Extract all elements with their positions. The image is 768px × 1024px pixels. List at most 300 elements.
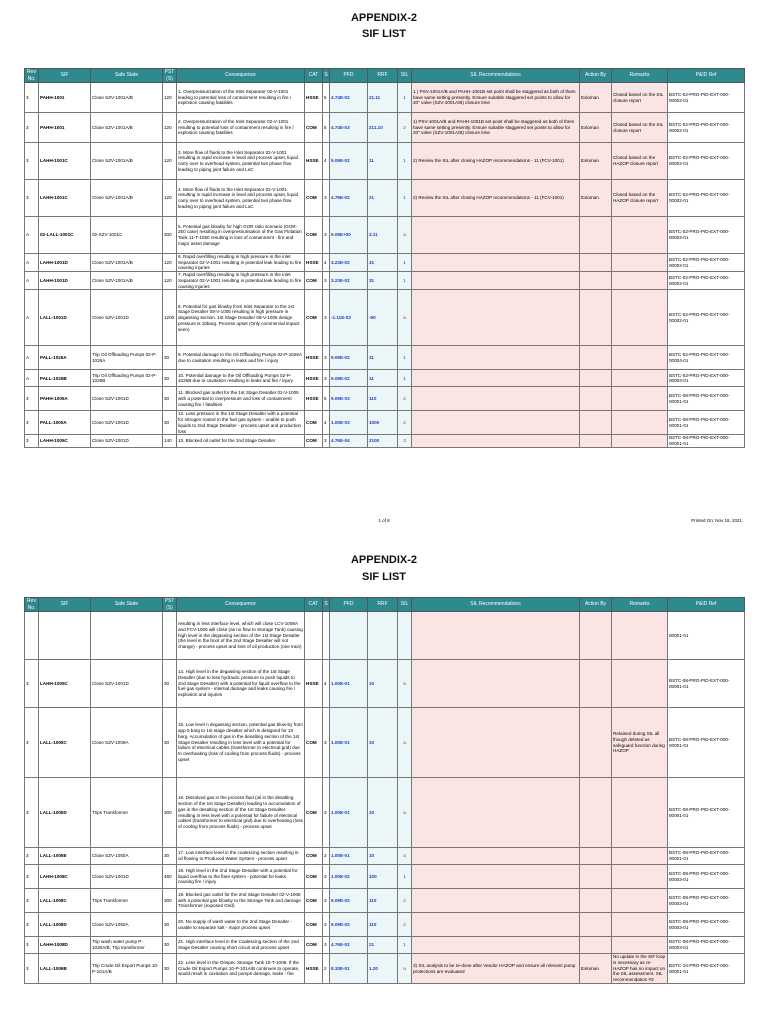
cell-cons: 22. Less level in the Onspec Storage Tank 10-T-1009. If the Crude Oil Export Pumps 10-P-101A/B continues to operate, would result in cavitation and pumps damage, leaks - fire — [177, 954, 305, 984]
cell-pid: BSTC-08-PRO-PID-EXT-000-00003-01 — [668, 937, 745, 954]
cell-rev: A — [25, 370, 39, 387]
cell-cons: 11. Blocked gas outlet for the 1st Stage Desalter 02-V-1005 with a potential to overpressure and loss of containment causing fire / fatalities — [177, 387, 305, 411]
cell-pst: 460 — [163, 865, 177, 889]
table-row — [25, 913, 745, 937]
cell-rec — [412, 254, 580, 272]
table-row — [25, 954, 745, 984]
cell-cat — [305, 612, 323, 660]
cell-pid: BSTC-10-PRO-PID-EXT-000-00001-01 — [668, 954, 745, 984]
cell-rrf: 21 — [368, 180, 398, 217]
cell-rrf: 3.11 — [368, 217, 398, 254]
cell-pfd: 9.09E-02 — [330, 370, 368, 387]
cell-sif: LAHH-1008D — [39, 937, 91, 954]
cell-safe: Trips Transformer — [91, 889, 163, 913]
table-row — [25, 346, 745, 370]
cell-act — [580, 660, 612, 708]
cell-rec — [412, 435, 580, 447]
cell-pid: BSTC-08-PRO-PID-EXT-000-00001-01 — [668, 411, 745, 435]
cell-rem — [612, 660, 668, 708]
cell-pid: BSTC-02-PRO-PID-EXT-000-00002-01 — [668, 290, 745, 346]
cell-rem: Retained during SIL all though deleted as safeguard function during HAZOP — [612, 708, 668, 778]
cell-rrf: 21.11 — [368, 83, 398, 113]
cell-sif: PALL-1026B — [39, 370, 91, 387]
cell-rec — [412, 346, 580, 370]
cell-safe: Close SZV-1001A/B — [91, 272, 163, 290]
cell-act — [580, 387, 612, 411]
cell-sif: LAHH-1001D — [39, 272, 91, 290]
cell-rec — [412, 937, 580, 954]
cell-cat: COM — [305, 217, 323, 254]
cell-sil: a — [398, 290, 412, 346]
cell-pst: 300 — [163, 889, 177, 913]
cell-safe: Close SZV-1001D — [91, 290, 163, 346]
column-header: Remarks — [612, 69, 668, 83]
cell-pfd: 4.76E-02 — [330, 937, 368, 954]
cell-rrf: 1000 — [368, 411, 398, 435]
cell-sif: LAHH-1001D — [39, 254, 91, 272]
cell-pfd — [330, 612, 368, 660]
cell-pfd: 9.09E+00 — [330, 217, 368, 254]
cell-s: 3 — [323, 913, 330, 937]
sif-table-page2 — [24, 597, 745, 984]
cell-pfd: 9.09E-03 — [330, 387, 368, 411]
cell-sif: LALL-1008C — [39, 889, 91, 913]
cell-rem — [612, 387, 668, 411]
cell-pfd: 1.00E-01 — [330, 660, 368, 708]
cell-rec: 1 ) PSV-1001A/B and PAHH-1001B set point shall be staggered as both of them have same setting presently. Ensure suitable staggered set points to allow for 20" valve (SZV-1001A/B) closure time — [412, 83, 580, 113]
cell-cons: 19. Blocked gas outlet for the 2nd Stage Desalter 02-V-1008 with a potential gas blowby to the Storage Tank and damage Transformer (exposed Grid) — [177, 889, 305, 913]
cell-act: Exloman — [580, 143, 612, 180]
cell-cat: COM — [305, 865, 323, 889]
cell-act — [580, 865, 612, 889]
cell-pid: BSTC-08-PRO-PID-EXT-000-00001-01 — [668, 778, 745, 848]
cell-cat: COM — [305, 290, 323, 346]
cell-rrf — [368, 612, 398, 660]
cell-rev: 3 — [25, 660, 39, 708]
cell-pid: BSTC-08-PRO-PID-EXT-000-00001-01 — [668, 435, 745, 447]
cell-sif: 02-LALL-1001C — [39, 217, 91, 254]
cell-rev: 3 — [25, 113, 39, 143]
cell-pst: 30 — [163, 387, 177, 411]
cell-pst: 120 — [163, 143, 177, 180]
column-header: S — [323, 69, 330, 83]
cell-sil: 1 — [398, 937, 412, 954]
cell-cons: 1. Overpressurization of the Inlet Separator 02-V-1001 leading to potential loss of containment resulting in fire / explosion causing fatalities — [177, 83, 305, 113]
column-header: SIF — [39, 69, 91, 83]
cell-rec — [412, 865, 580, 889]
cell-s: 3 — [323, 778, 330, 848]
cell-act — [580, 848, 612, 865]
cell-sif: LAHH-1001C — [39, 143, 91, 180]
cell-cat: COM — [305, 708, 323, 778]
cell-rev: 3 — [25, 954, 39, 984]
cell-cons: 3. More flow of fluids to the Inlet Separator 02-V-1001 resulting in rapid increase in level and process upset, liquid carry over to overhead system, potential two phase flow leading to piping joint failure and LoC — [177, 143, 305, 180]
cell-rem — [612, 889, 668, 913]
cell-sil: 2 — [398, 113, 412, 143]
cell-pfd: 4.74E-03 — [330, 113, 368, 143]
cell-cat: HSSE — [305, 83, 323, 113]
cell-rrf: 100 — [368, 865, 398, 889]
cell-cons: 21. High interface level in the Coalescing section of the 2nd Stage Desalter causing short circuit and process upset — [177, 937, 305, 954]
cell-safe: Close SZV-1001D — [91, 435, 163, 447]
cell-rec: 2) Review the SIL after closing HAZOP recommendations - 11 (FCV-1001) — [412, 180, 580, 217]
cell-cat: HSSE — [305, 387, 323, 411]
cell-rev: A — [25, 217, 39, 254]
cell-pfd: 9.09E-03 — [330, 889, 368, 913]
cell-s: 3 — [323, 435, 330, 447]
cell-rev: 3 — [25, 83, 39, 113]
cell-rev: 3 — [25, 778, 39, 848]
cell-sil: a — [398, 660, 412, 708]
cell-rev: A — [25, 290, 39, 346]
cell-pid: BSTC-02-PRO-PID-EXT-000-00002-01 — [668, 83, 745, 113]
cell-act — [580, 913, 612, 937]
cell-pst: 30 — [163, 848, 177, 865]
cell-rrf: 2100 — [368, 435, 398, 447]
cell-sif: PAHH-1001 — [39, 83, 91, 113]
cell-pid: BSTC-08-PRO-PID-EXT-000-00001-01 — [668, 387, 745, 411]
cell-sil: a — [398, 217, 412, 254]
cell-sil: 1 — [398, 254, 412, 272]
cell-sif — [39, 612, 91, 660]
cell-rev: 3 — [25, 848, 39, 865]
cell-safe: Close SZV-1001D — [91, 387, 163, 411]
cell-pid: BSTC-08-PRO-PID-EXT-000-00003-01 — [668, 889, 745, 913]
column-header: Remarks — [612, 598, 668, 612]
cell-safe: Close SZV-1009A — [91, 708, 163, 778]
cell-rem — [612, 254, 668, 272]
cell-sif: LAHH-1008C — [39, 865, 91, 889]
cell-act — [580, 778, 612, 848]
table-row — [25, 612, 745, 660]
table-row — [25, 708, 745, 778]
table-row — [25, 411, 745, 435]
cell-s: 3 — [323, 370, 330, 387]
table-row — [25, 848, 745, 865]
cell-pid: BSTC-08-PRO-PID-EXT-000-00001-01 — [668, 660, 745, 708]
cell-sil: 2 — [398, 889, 412, 913]
cell-sil: 2 — [398, 411, 412, 435]
cell-rev: 3 — [25, 865, 39, 889]
cell-rec: 3) SIL analysis to be re-done after Vendor HAZOP and ensure all relevant pump protections are evaluated — [412, 954, 580, 984]
cell-pst: 120 — [163, 272, 177, 290]
column-header: PST (S) — [163, 69, 177, 83]
cell-sil: 1 — [398, 865, 412, 889]
cell-cons: 15. Low level n degassing section, potential gas blow-by from app 5 barg to 1st stage desalter which is designed for 10 barg. Accumulation of gas in the desalting section of the 1st Stage Desalter resulting in less level with a potential for failure of electrical cables (transformer to electrical grid) due to overheating (loss of cooling from process fluids) - process upset — [177, 708, 305, 778]
cell-safe: Close SZV-1001D — [91, 660, 163, 708]
cell-cat: COM — [305, 272, 323, 290]
cell-rev: 3 — [25, 387, 39, 411]
column-header: RRF — [368, 598, 398, 612]
cell-sil: a — [398, 848, 412, 865]
cell-rem — [612, 272, 668, 290]
cell-cons: 5. Potential gas blowby for high GOR ratio scenario (GOR-250 case) resulting in overpressurisation of the Gas Flotation Tank 11-T-1050 resulting in loss of containment - fire and major asset damage — [177, 217, 305, 254]
cell-rem — [612, 848, 668, 865]
cell-safe: Close SZV-1001A/B — [91, 83, 163, 113]
cell-s: 3 — [323, 865, 330, 889]
cell-pid: BSTC-02-PRO-PID-EXT-000-00002-01 — [668, 143, 745, 180]
cell-cat: COM — [305, 180, 323, 217]
cell-safe: Trip Oil Offloading Pumps 02-P-1026A — [91, 346, 163, 370]
cell-rev: 3 — [25, 435, 39, 447]
column-header: Rev No. — [25, 598, 39, 612]
cell-rec — [412, 217, 580, 254]
printed-on: Printed On: Nov 18, 2021 — [691, 518, 742, 523]
cell-rrf: 10 — [368, 848, 398, 865]
cell-rec — [412, 913, 580, 937]
cell-act — [580, 411, 612, 435]
cell-rem — [612, 435, 668, 447]
cell-pst: 30 — [163, 346, 177, 370]
cell-pid: 00001-01 — [668, 612, 745, 660]
column-header: S — [323, 598, 330, 612]
cell-rec — [412, 660, 580, 708]
column-header: PST (S) — [163, 598, 177, 612]
cell-rec — [412, 290, 580, 346]
column-header: Consequence — [177, 598, 305, 612]
column-header: Action By — [580, 598, 612, 612]
cell-rrf: 110 — [368, 913, 398, 937]
cell-pst: 120 — [163, 113, 177, 143]
cell-pst: 120 — [163, 254, 177, 272]
cell-sif: LALL-1005E — [39, 848, 91, 865]
cell-safe: 02-SZV-1001C — [91, 217, 163, 254]
cell-rev: A — [25, 346, 39, 370]
cell-cons: 14. High level in the degassing section of the 1st Stage Desalter (due to less hydraulic pressure to push liquids to 2nd Stage Desalter) with a potential for liquid overflow to the fuel gas system - internal damage and leaks causing fire / explosion and injuries — [177, 660, 305, 708]
cell-rrf: 31 — [368, 254, 398, 272]
cell-safe: Close SZV-1050A — [91, 848, 163, 865]
cell-pid: BSTC-08-PRO-PID-EXT-000-00001-01 — [668, 848, 745, 865]
cell-act — [580, 435, 612, 447]
cell-cons: 20. No supply of wash water to the 2nd Stage Desalter - unable to separate salt - major process upset — [177, 913, 305, 937]
cell-rev: 3 — [25, 411, 39, 435]
cell-rev — [25, 612, 39, 660]
cell-cat: HSSE — [305, 254, 323, 272]
column-header: CAT — [305, 69, 323, 83]
cell-pfd: 1.00E-01 — [330, 778, 368, 848]
table-row — [25, 272, 745, 290]
cell-s: 4 — [323, 143, 330, 180]
cell-rem — [612, 612, 668, 660]
column-header: RRF — [368, 69, 398, 83]
cell-rem: Closed based on the SIL closure report — [612, 113, 668, 143]
cell-pst: 120 — [163, 83, 177, 113]
cell-rev: 3 — [25, 143, 39, 180]
cell-rrf: 11 — [368, 346, 398, 370]
cell-cons: 17. Low interface level in the coalescing section resulting in oil flowing to Produced Water System - process upset — [177, 848, 305, 865]
sif-table-page1 — [24, 68, 745, 448]
cell-cat: COM — [305, 937, 323, 954]
cell-cons: 4. More flow of fluids to the Inlet Separator 02-V-1001 resulting in rapid increase in level and process upset, liquid carry over to overhead system, potential two phase flow leading to piping joint failure and LoC — [177, 180, 305, 217]
cell-s: 3 — [323, 290, 330, 346]
column-header: PFD — [330, 598, 368, 612]
cell-rem — [612, 865, 668, 889]
cell-cat: COM — [305, 778, 323, 848]
cell-rec: 2) Review the SIL after closing HAZOP recommendations - 11 (FCV-1001) — [412, 143, 580, 180]
cell-pst: 120 — [163, 180, 177, 217]
cell-s: 4 — [323, 411, 330, 435]
cell-pid: BSTC-02-PRO-PID-EXT-000-00004-01 — [668, 346, 745, 370]
cell-pid: BSTC-02-PRO-PID-EXT-000-00002-01 — [668, 272, 745, 290]
cell-sif: LALL-1005D — [39, 778, 91, 848]
cell-act — [580, 612, 612, 660]
cell-act — [580, 937, 612, 954]
cell-pfd: 3.23E-02 — [330, 272, 368, 290]
cell-pst: 30 — [163, 411, 177, 435]
cell-s — [323, 612, 330, 660]
cell-rem: No update in the SIF loop is necessary as re-HAZOP has no impact on the SIL assessment. SIL recommendation #3 — [612, 954, 668, 984]
cell-safe: Close SZV-1001A/B — [91, 180, 163, 217]
cell-pst: 300 — [163, 778, 177, 848]
cell-pfd: 1.00E-01 — [330, 848, 368, 865]
cell-pst: 30 — [163, 937, 177, 954]
cell-rem: Closed based on the HAZOP closure report — [612, 180, 668, 217]
cell-safe: Trip Oil Offloading Pumps 02-P-1026B — [91, 370, 163, 387]
cell-sif: LALL-1009B — [39, 954, 91, 984]
table-row — [25, 889, 745, 913]
cell-sil: 1 — [398, 180, 412, 217]
cell-s: 3 — [323, 937, 330, 954]
cell-pfd: 8.33E-01 — [330, 954, 368, 984]
cell-sil: 3 — [398, 435, 412, 447]
cell-cat: HSSE — [305, 954, 323, 984]
cell-pst: 300 — [163, 217, 177, 254]
cell-act — [580, 889, 612, 913]
cell-sif: LALL-1008D — [39, 913, 91, 937]
cell-act — [580, 290, 612, 346]
cell-rrf: 11 — [368, 143, 398, 180]
cell-s: 4 — [323, 660, 330, 708]
cell-rec — [412, 612, 580, 660]
cell-s: 3 — [323, 180, 330, 217]
cell-rec — [412, 848, 580, 865]
cell-rem — [612, 217, 668, 254]
cell-cons: 12. Less pressure in the 1st Stage Desalter with a potential for nitrogen routed to the fuel gas system - unable to push liquids to 2nd Stage Desalter - process upset and production loss — [177, 411, 305, 435]
cell-safe: Trip Crude Oil Export Pumps 10-P-101A/B — [91, 954, 163, 984]
column-header: P&ID Ref — [668, 598, 745, 612]
cell-rec — [412, 387, 580, 411]
cell-act — [580, 346, 612, 370]
cell-pfd: 9.09E-02 — [330, 143, 368, 180]
table-row — [25, 660, 745, 708]
cell-pst: 30 — [163, 913, 177, 937]
cell-pst: 30 — [163, 708, 177, 778]
cell-cons: 18. High level in the 2nd Stage Desalter with a potential for liquid overflow to the flare system - potential for leaks causing fire / injury — [177, 865, 305, 889]
cell-pid: BSTC-02-PRO-PID-EXT-000-00004-01 — [668, 370, 745, 387]
cell-rec — [412, 889, 580, 913]
cell-rem — [612, 913, 668, 937]
cell-pid: BSTC-08-PRO-PID-EXT-000-00003-01 — [668, 913, 745, 937]
cell-sil: 2 — [398, 387, 412, 411]
cell-cat: COM — [305, 435, 323, 447]
table-row — [25, 180, 745, 217]
cell-sil — [398, 612, 412, 660]
cell-pst: 140 — [163, 435, 177, 447]
cell-rrf: -90 — [368, 290, 398, 346]
page1-title: APPENDIX-2 — [350, 12, 418, 24]
cell-rrf: 21 — [368, 937, 398, 954]
cell-sif: PAHH-1005A — [39, 387, 91, 411]
table-row — [25, 143, 745, 180]
cell-s: 4 — [323, 254, 330, 272]
cell-act — [580, 217, 612, 254]
page2-title: APPENDIX-2 — [350, 554, 418, 566]
cell-safe: Close SZV-1050A — [91, 913, 163, 937]
cell-rec — [412, 272, 580, 290]
table-row — [25, 83, 745, 113]
cell-rem — [612, 778, 668, 848]
cell-sif: PALL-1026A — [39, 346, 91, 370]
cell-sif: LAHH-1001C — [39, 180, 91, 217]
table-row — [25, 937, 745, 954]
cell-pid: BSTC-02-PRO-PID-EXT-000-00002-01 — [668, 180, 745, 217]
column-header: SIF — [39, 598, 91, 612]
cell-rem: Closed based on the HAZOP closure report — [612, 143, 668, 180]
cell-cat: HSSE — [305, 143, 323, 180]
cell-rem — [612, 937, 668, 954]
cell-s: 3 — [323, 217, 330, 254]
cell-s: 2 — [323, 954, 330, 984]
cell-sif: LALL-1005C — [39, 708, 91, 778]
page-number: 1 of 8 — [378, 518, 390, 523]
cell-rev: 3 — [25, 937, 39, 954]
column-header: Action By — [580, 69, 612, 83]
column-header: P&ID Ref — [668, 69, 745, 83]
cell-pfd: 1.00E-02 — [330, 865, 368, 889]
cell-rev: 3 — [25, 708, 39, 778]
cell-cat: HSSE — [305, 370, 323, 387]
cell-cat: HSSE — [305, 346, 323, 370]
cell-cons: 7. Rapid overfilling resulting in high pressure in the inlet Separator 02-V-1001 resulting in potential leak leading to fire causing injuries — [177, 272, 305, 290]
cell-s: 3 — [323, 272, 330, 290]
cell-pid: BSTC-08-PRO-PID-EXT-000-00003-01 — [668, 865, 745, 889]
cell-pfd: -1.11E-02 — [330, 290, 368, 346]
cell-sif: LAHH-1005C — [39, 660, 91, 708]
cell-safe: Trip wash water pump P-1030A/B; Trip transformer — [91, 937, 163, 954]
cell-sil: a — [398, 778, 412, 848]
cell-rev: 3 — [25, 913, 39, 937]
cell-act: Exloman — [580, 954, 612, 984]
cell-s: 3 — [323, 889, 330, 913]
column-header: Safe State — [91, 69, 163, 83]
page1-subtitle: SIF LIST — [362, 28, 406, 40]
cell-rem — [612, 346, 668, 370]
cell-rrf: 110 — [368, 387, 398, 411]
cell-rrf: 10 — [368, 778, 398, 848]
cell-cat: COM — [305, 113, 323, 143]
cell-rem — [612, 290, 668, 346]
cell-safe: Close SZV-1001A/B — [91, 113, 163, 143]
page2-subtitle: SIF LIST — [362, 571, 406, 583]
cell-sil: 1 — [398, 272, 412, 290]
column-header: CAT — [305, 598, 323, 612]
cell-rem — [612, 411, 668, 435]
cell-act — [580, 254, 612, 272]
cell-rev: 3 — [25, 180, 39, 217]
cell-sif: PAHH-1001 — [39, 113, 91, 143]
table-row — [25, 113, 745, 143]
cell-rrf: 110 — [368, 889, 398, 913]
cell-rec — [412, 778, 580, 848]
cell-safe: Close SZV-1001A/B — [91, 254, 163, 272]
cell-rrf: 211.10 — [368, 113, 398, 143]
cell-safe: Close SZV-1001A/B — [91, 143, 163, 180]
cell-sil: 2 — [398, 913, 412, 937]
cell-act: Exloman — [580, 113, 612, 143]
cell-rrf: 10 — [368, 708, 398, 778]
table-row — [25, 435, 745, 447]
cell-pfd: 1.00E-03 — [330, 411, 368, 435]
